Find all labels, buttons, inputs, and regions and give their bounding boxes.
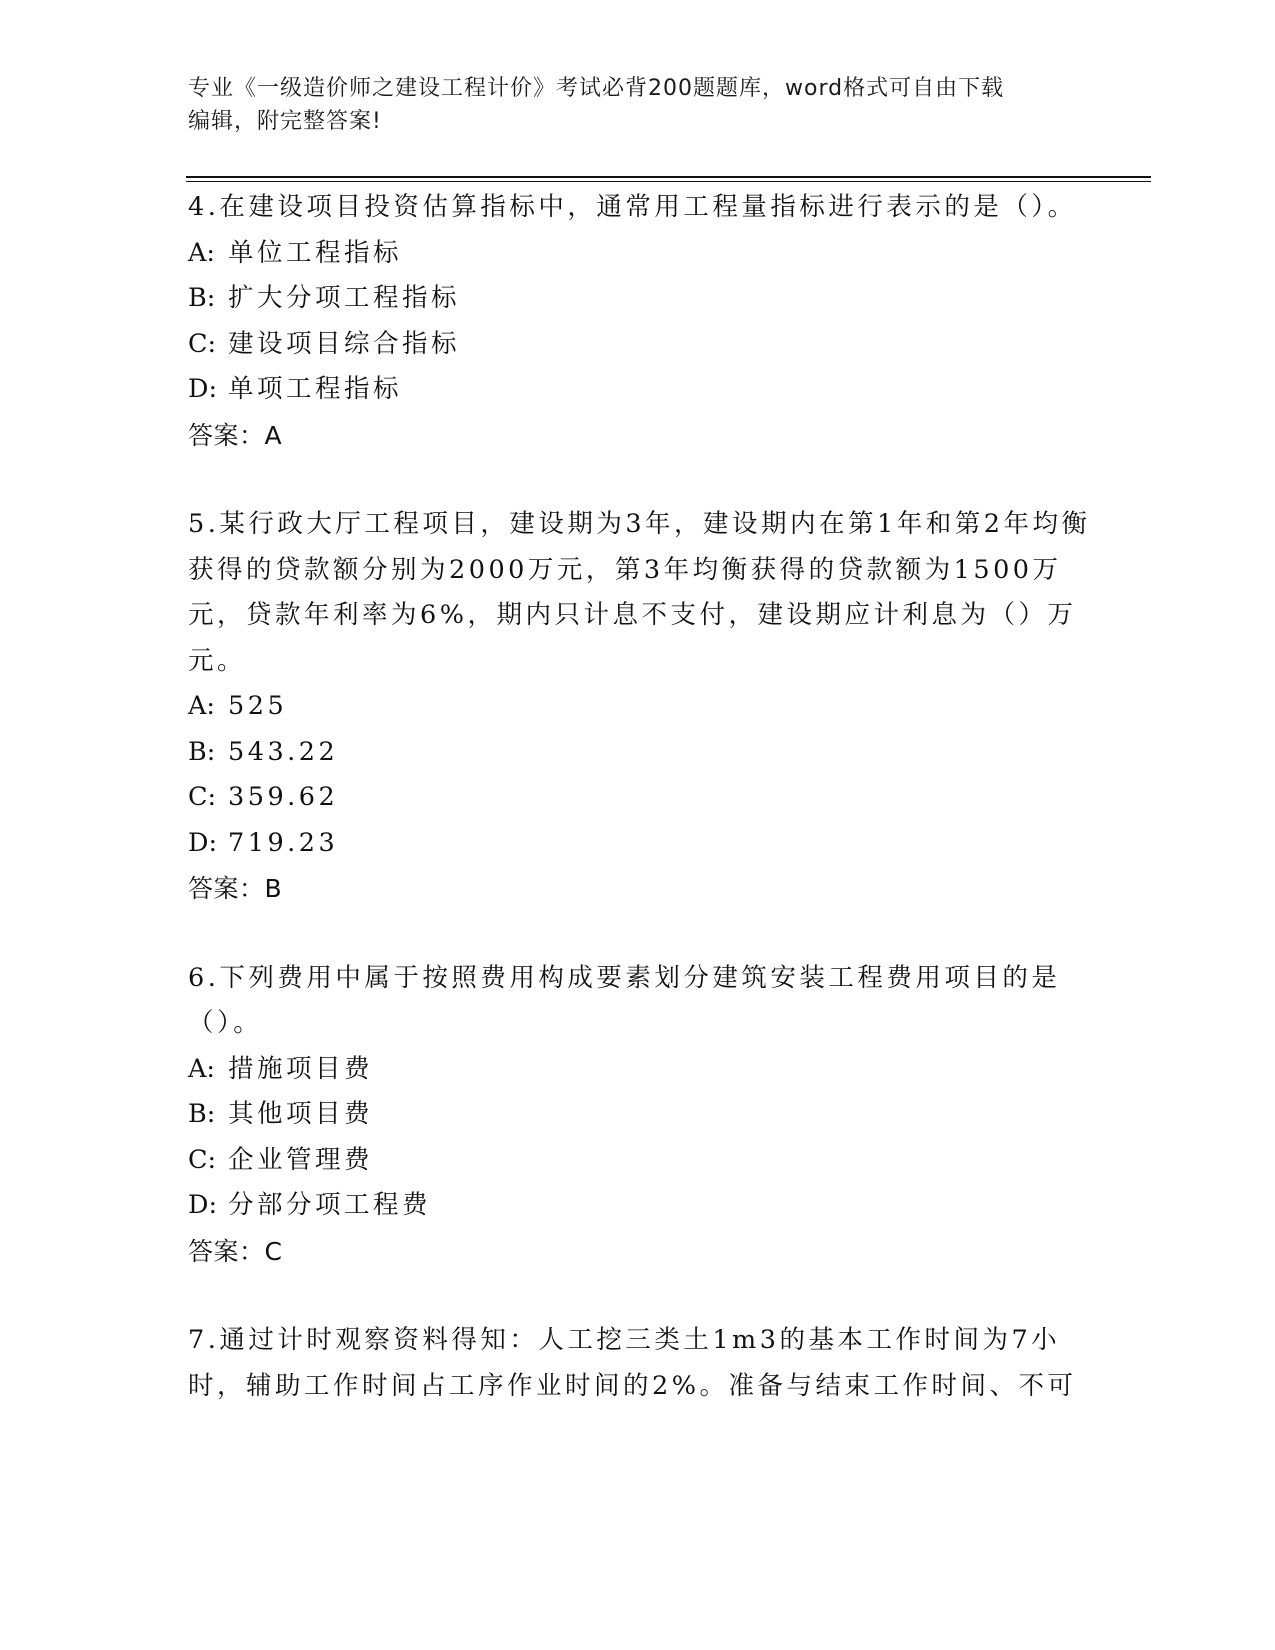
question-4 xyxy=(188,185,1093,458)
question-stem: 7.通过计时观察资料得知：人工挖三类土1m3的基本工作时间为7小时，辅助工作时间占工序作业时间的2%。准备与结束工作时间、不可 xyxy=(188,1325,1077,1401)
option-text: 单位工程指标 xyxy=(228,237,403,268)
header-line-2: 编辑，附完整答案! xyxy=(188,109,382,134)
option-text: 措施项目费 xyxy=(228,1053,374,1084)
option-label: A: xyxy=(188,691,216,721)
option-b xyxy=(188,276,1093,322)
option-a xyxy=(188,1047,1093,1093)
option-text: 359.62 xyxy=(228,782,339,812)
option-text: 719.23 xyxy=(228,827,339,858)
option-b xyxy=(188,730,1093,776)
option-label: D: xyxy=(188,1190,218,1220)
option-label: C: xyxy=(188,328,217,359)
question-6 xyxy=(188,956,1093,1275)
option-d xyxy=(188,367,1093,413)
option-c xyxy=(188,775,1093,821)
header-line-1: 专业《一级造价师之建设工程计价》考试必背200题题库，word格式可自由下载 xyxy=(188,76,1005,101)
question-stem: 4.在建设项目投资估算指标中，通常用工程量指标进行表示的是（）。 xyxy=(188,192,1077,222)
option-label: D: xyxy=(188,374,218,404)
header-divider-thin xyxy=(186,181,1151,182)
option-label: B: xyxy=(188,1099,216,1129)
answer-line: 答案：C xyxy=(188,1236,283,1266)
answer-line: 答案：B xyxy=(188,874,283,903)
option-text: 分部分项工程费 xyxy=(228,1190,432,1220)
option-text: 其他项目费 xyxy=(228,1099,374,1129)
option-label: C: xyxy=(188,782,217,812)
option-c xyxy=(188,1138,1093,1184)
option-d xyxy=(188,1183,1093,1229)
option-text: 单项工程指标 xyxy=(228,374,403,404)
option-text: 543.22 xyxy=(228,736,339,767)
option-label: B: xyxy=(188,736,216,767)
document-header xyxy=(188,72,1088,138)
option-b xyxy=(188,1092,1093,1138)
option-label: D: xyxy=(188,827,218,858)
option-label: A: xyxy=(188,1053,216,1084)
option-text: 建设项目综合指标 xyxy=(228,328,461,359)
question-stem: 6.下列费用中属于按照费用构成要素划分建筑安装工程费用项目的是（）。 xyxy=(188,962,1061,1038)
option-text: 525 xyxy=(228,691,288,721)
option-label: A: xyxy=(188,237,216,268)
option-c xyxy=(188,322,1093,368)
question-5 xyxy=(188,502,1093,912)
question-list xyxy=(188,185,1093,1453)
question-stem: 5.某行政大厅工程项目，建设期为3年，建设期内在第1年和第2年均衡获得的贷款额分别为2000万元，第3年均衡获得的贷款额为1500万元，贷款年利率为6%，期内只计息不支付，建设期应计利息为（）万元。 xyxy=(188,509,1091,676)
option-d xyxy=(188,821,1093,867)
option-label: B: xyxy=(188,283,216,313)
option-label: C: xyxy=(188,1144,217,1175)
question-7 xyxy=(188,1318,1093,1409)
option-a xyxy=(188,684,1093,730)
answer-line: 答案：A xyxy=(188,420,283,450)
header-divider-thick xyxy=(186,176,1151,178)
option-text: 企业管理费 xyxy=(228,1144,374,1175)
option-a xyxy=(188,231,1093,277)
option-text: 扩大分项工程指标 xyxy=(228,283,461,313)
